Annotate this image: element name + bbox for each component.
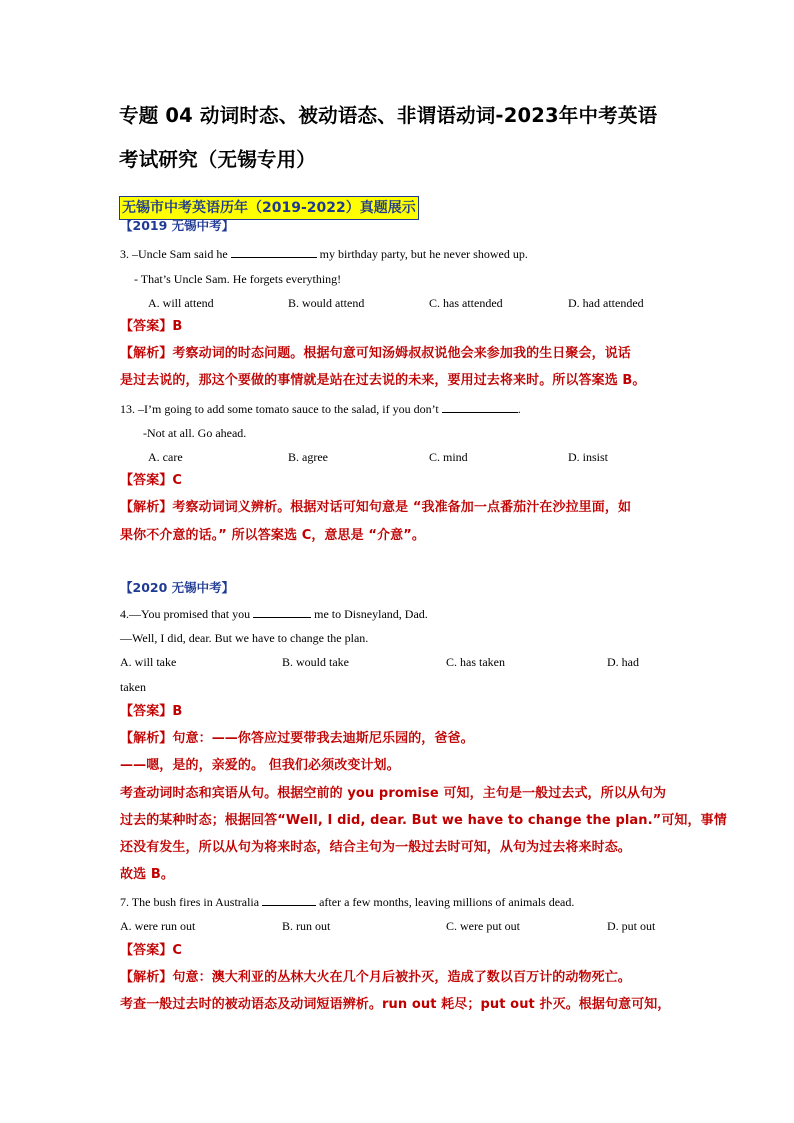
year-label-2020: 【2020 无锡中考】 [120, 580, 235, 595]
question-3-option-d: D. had attended [568, 296, 644, 310]
question-13-option-a: A. care [148, 450, 183, 464]
answer-blank [231, 246, 317, 258]
question-13-stem: 13. –I’m going to add some tomato sauce to the salad, if you don’t . [120, 402, 521, 416]
question-7-option-a: A. were run out [120, 919, 196, 933]
question-7-answer: 【答案】C [120, 943, 183, 958]
question-4-explanation-1: 【解析】句意：——你答应过要带我去迪斯尼乐园的，爸爸。 [120, 731, 474, 746]
question-4-option-d-wrap: taken [120, 680, 146, 694]
answer-blank [262, 894, 316, 906]
question-3-option-c: C. has attended [429, 296, 503, 310]
title-line-1: 专题 04 动词时态、被动语态、非谓语动词-2023年中考英语 [119, 104, 658, 127]
answer-blank [253, 606, 311, 618]
question-7-option-d: D. put out [607, 919, 656, 933]
page-title [119, 94, 699, 182]
question-3-explanation-1: 【解析】考察动词的时态问题。根据句意可知汤姆叔叔说他会来参加我的生日聚会，说话 [120, 346, 631, 361]
year-label-2019: 【2019 无锡中考】 [120, 218, 235, 233]
title-line-2: 考试研究（无锡专用） [119, 148, 317, 171]
question-13-option-b: B. agree [288, 450, 328, 464]
question-7-explanation-2: 考查一般过去时的被动语态及动词短语辨析。run out 耗尽；put out 扑灭。根据句意可知， [120, 997, 671, 1012]
question-4-explanation-4: 过去的某种时态；根据回答“Well, I did, dear. But we have to change the plan.”可知，事情 [120, 813, 727, 828]
question-4-stem: 4.—You promised that you me to Disneyland, Dad. [120, 607, 428, 621]
question-4-option-d: D. had [607, 655, 639, 669]
question-3-explanation-2: 是过去说的，那这个要做的事情就是站在过去说的未来，要用过去将来时。所以答案选 B。 [120, 373, 646, 388]
question-7-stem: 7. The bush fires in Australia after a few months, leaving millions of animals dead. [120, 895, 575, 909]
question-4-explanation-5: 还没有发生，所以从句为将来时态，结合主句为一般过去时可知，从句为过去将来时态。 [120, 840, 631, 855]
question-13-option-d: D. insist [568, 450, 609, 464]
question-4-option-a: A. will take [120, 655, 177, 669]
question-4-explanation-6: 故选 B。 [120, 867, 174, 882]
question-4-reply: —Well, I did, dear. But we have to change the plan. [120, 631, 369, 645]
question-4-answer: 【答案】B [120, 704, 183, 719]
question-7-option-c: C. were put out [446, 919, 520, 933]
question-3-option-a: A. will attend [148, 296, 214, 310]
question-3-answer: 【答案】B [120, 319, 183, 334]
question-4-option-c: C. has taken [446, 655, 505, 669]
question-4-explanation-3: 考查动词时态和宾语从句。根据空前的 you promise 可知，主句是一般过去式，所以从句为 [120, 786, 667, 801]
question-13-option-c: C. mind [429, 450, 468, 464]
answer-blank [442, 401, 518, 413]
section-banner: 无锡市中考英语历年（2019-2022）真题展示 [119, 196, 419, 220]
question-3-reply: - That’s Uncle Sam. He forgets everything! [134, 272, 342, 286]
question-13-answer: 【答案】C [120, 473, 183, 488]
question-3-stem: 3. –Uncle Sam said he my birthday party, but he never showed up. [120, 247, 528, 261]
question-4-explanation-2: ——嗯，是的，亲爱的。 但我们必须改变计划。 [120, 758, 400, 773]
question-13-explanation-2: 果你不介意的话。” 所以答案选 C，意思是 “介意”。 [120, 528, 425, 543]
question-3-option-b: B. would attend [288, 296, 365, 310]
question-13-explanation-1: 【解析】考察动词词义辨析。根据对话可知句意是 “我准备加一点番茄汁在沙拉里面，如 [120, 500, 632, 515]
question-7-option-b: B. run out [282, 919, 331, 933]
question-7-explanation-1: 【解析】句意：澳大利亚的丛林大火在几个月后被扑灭，造成了数以百万计的动物死亡。 [120, 970, 631, 985]
question-4-option-b: B. would take [282, 655, 349, 669]
question-13-reply: -Not at all. Go ahead. [143, 426, 247, 440]
